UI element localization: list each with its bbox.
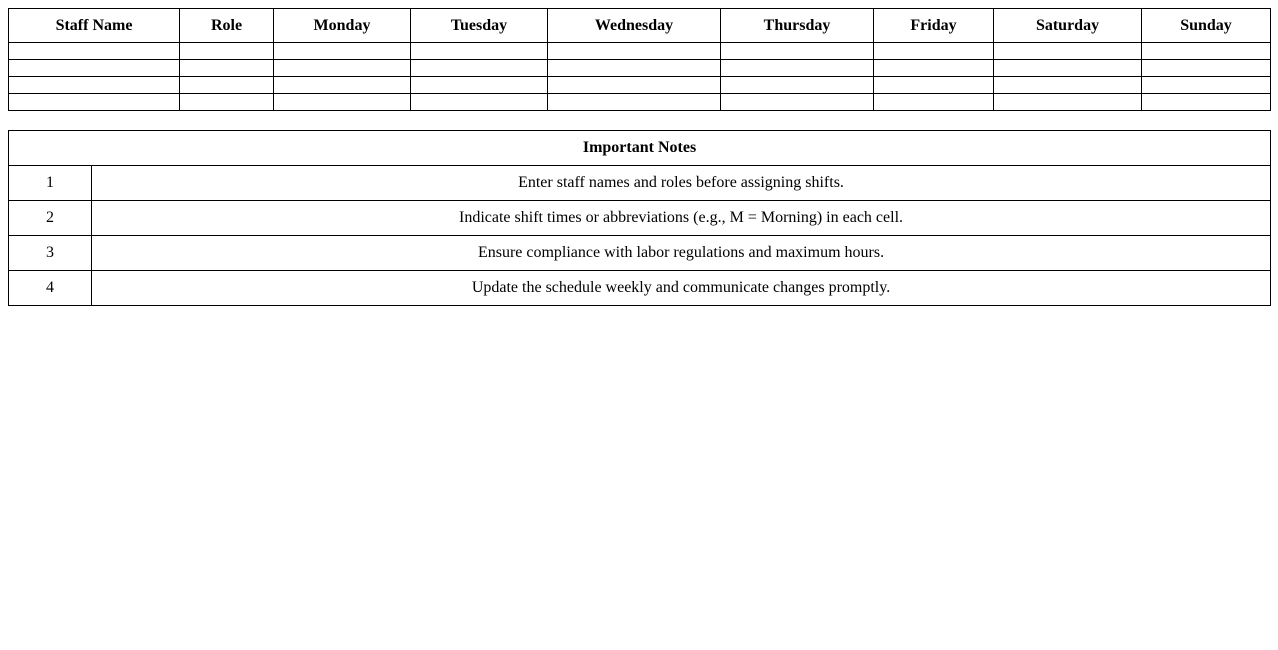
header-wednesday: Wednesday — [548, 9, 721, 43]
tuesday-cell[interactable] — [411, 43, 548, 60]
monday-cell[interactable] — [274, 77, 411, 94]
thursday-cell[interactable] — [721, 60, 874, 77]
schedule-header-row — [9, 9, 1271, 43]
note-text: Enter staff names and roles before assigning shifts. — [92, 166, 1271, 201]
important-notes-table — [8, 130, 1271, 306]
table-row — [9, 77, 1271, 94]
wednesday-cell[interactable] — [548, 77, 721, 94]
monday-cell[interactable] — [274, 60, 411, 77]
note-text: Update the schedule weekly and communicate changes promptly. — [92, 271, 1271, 306]
header-tuesday: Tuesday — [411, 9, 548, 43]
staff-name-cell[interactable] — [9, 94, 180, 111]
sunday-cell[interactable] — [1142, 43, 1271, 60]
list-item — [9, 201, 1271, 236]
list-item — [9, 271, 1271, 306]
wednesday-cell[interactable] — [548, 60, 721, 77]
role-cell[interactable] — [180, 77, 274, 94]
saturday-cell[interactable] — [994, 60, 1142, 77]
wednesday-cell[interactable] — [548, 94, 721, 111]
staff-name-cell[interactable] — [9, 60, 180, 77]
list-item — [9, 166, 1271, 201]
friday-cell[interactable] — [874, 94, 994, 111]
list-item — [9, 236, 1271, 271]
header-monday: Monday — [274, 9, 411, 43]
friday-cell[interactable] — [874, 43, 994, 60]
role-cell[interactable] — [180, 60, 274, 77]
header-thursday: Thursday — [721, 9, 874, 43]
table-row — [9, 43, 1271, 60]
note-text: Indicate shift times or abbreviations (e.g., M = Morning) in each cell. — [92, 201, 1271, 236]
table-row — [9, 60, 1271, 77]
header-role: Role — [180, 9, 274, 43]
thursday-cell[interactable] — [721, 94, 874, 111]
role-cell[interactable] — [180, 94, 274, 111]
header-saturday: Saturday — [994, 9, 1142, 43]
monday-cell[interactable] — [274, 94, 411, 111]
tuesday-cell[interactable] — [411, 94, 548, 111]
saturday-cell[interactable] — [994, 77, 1142, 94]
tuesday-cell[interactable] — [411, 77, 548, 94]
friday-cell[interactable] — [874, 60, 994, 77]
note-number: 2 — [9, 201, 92, 236]
note-number: 4 — [9, 271, 92, 306]
friday-cell[interactable] — [874, 77, 994, 94]
wednesday-cell[interactable] — [548, 43, 721, 60]
staff-name-cell[interactable] — [9, 77, 180, 94]
saturday-cell[interactable] — [994, 43, 1142, 60]
header-friday: Friday — [874, 9, 994, 43]
tuesday-cell[interactable] — [411, 60, 548, 77]
notes-header-row — [9, 131, 1271, 166]
sunday-cell[interactable] — [1142, 77, 1271, 94]
sunday-cell[interactable] — [1142, 94, 1271, 111]
monday-cell[interactable] — [274, 43, 411, 60]
header-sunday: Sunday — [1142, 9, 1271, 43]
header-staff-name: Staff Name — [9, 9, 180, 43]
role-cell[interactable] — [180, 43, 274, 60]
staff-schedule-table — [8, 8, 1271, 111]
sunday-cell[interactable] — [1142, 60, 1271, 77]
table-row — [9, 94, 1271, 111]
note-number: 3 — [9, 236, 92, 271]
note-number: 1 — [9, 166, 92, 201]
saturday-cell[interactable] — [994, 94, 1142, 111]
staff-name-cell[interactable] — [9, 43, 180, 60]
thursday-cell[interactable] — [721, 77, 874, 94]
thursday-cell[interactable] — [721, 43, 874, 60]
note-text: Ensure compliance with labor regulations and maximum hours. — [92, 236, 1271, 271]
notes-title: Important Notes — [9, 131, 1271, 166]
